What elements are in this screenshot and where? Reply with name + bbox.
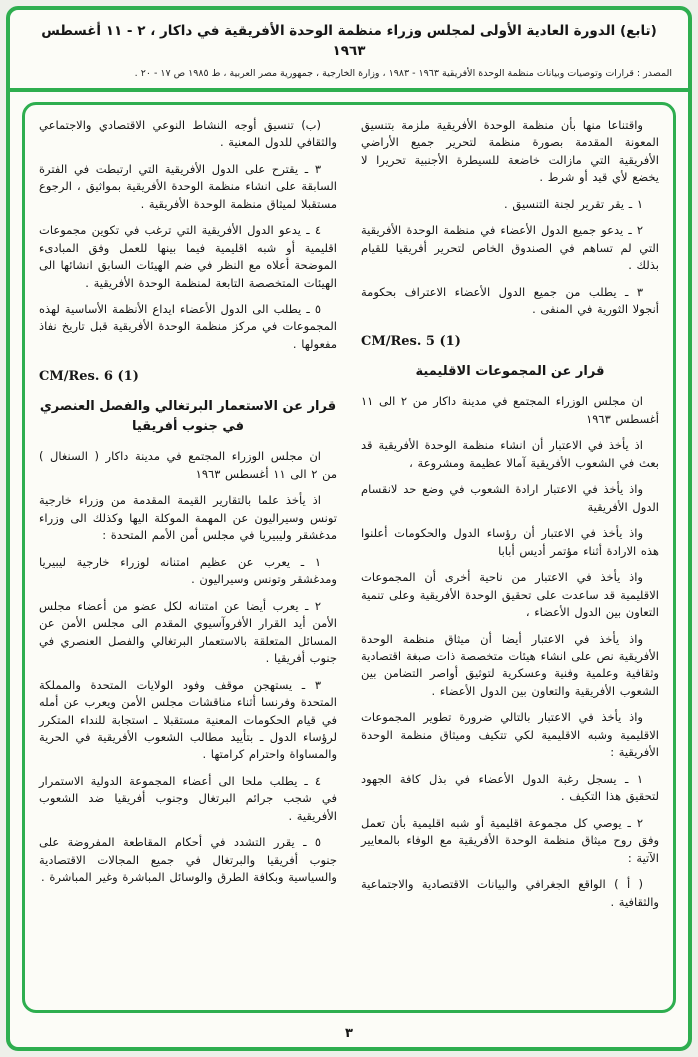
paragraph: واقتناعا منها بأن منظمة الوحدة الأفريقية ملزمة بتنسيق المعونة المقدمة بصورة منظمة لتحرير جميع الأراضي الأفريقية التي مازالت خاضعة للسيطرة الأجنبية تحريرا لا يخضع لأي قيد أو شرط . — [361, 117, 659, 185]
paragraph: واذ يأخذ في الاعتبار ارادة الشعوب في وضع حد لانقسام الدول الأفريقية — [361, 482, 659, 514]
resolution-code: CM/Res. 6 (1) — [39, 369, 139, 385]
lettered-clause: (ب) تنسيق أوجه النشاط النوعي الاقتصادي والاجتماعي والثقافي للدول المعنية . — [39, 117, 337, 150]
numbered-clause: ٢ ـ يوصي كل مجموعة اقليمية أو شبه اقليمية بأن تعمل وفق روح ميثاق منظمة الوحدة الأفريقية مع الوفاء بالمعايير الآتية : — [361, 815, 659, 865]
paragraph: ان مجلس الوزراء المجتمع في مدينة داكار من ٢ الى ١١ أغسطس ١٩٦٣ — [361, 394, 659, 426]
column-left — [39, 117, 337, 998]
paragraph: ان مجلس الوزراء المجتمع في مدينة داكار ( السنغال ) من ٢ الى ١١ أغسطس ١٩٦٣ — [39, 449, 337, 481]
column-right — [361, 117, 659, 998]
document-header — [10, 10, 688, 88]
resolution-code: CM/Res. 5 (1) — [361, 334, 461, 350]
numbered-clause: ٤ ـ يدعو الدول الأفريقية التي ترغب في تكوين مجموعات اقليمية أو شبه اقليمية فيما بينها للعمل وفق المبادىء الموضحة أعلاه مع النظر في ضم الهيئات السابق انشائها الى الهيئات المتخصصة التابعة لمنظمة الوحدة الأفريقية . — [39, 223, 337, 290]
content-border-box — [22, 102, 676, 1013]
lettered-clause: ( أ ) الواقع الجغرافي والبيانات الاقتصادية والاجتماعية والثقافية . — [361, 877, 659, 909]
paragraph: اذ يأخذ في الاعتبار أن انشاء منظمة الوحدة الأفريقية قد بعث في الشعوب الأفريقية آمالا عظيمة ومشروعة ، — [361, 438, 659, 470]
numbered-clause: ٥ ـ يطلب الى الدول الأعضاء ايداع الأنظمة الأساسية لهذه المجموعات في مركز منظمة الوحدة الأفريقية قبل تاريخ نفاذ مفعولها . — [39, 302, 337, 351]
paragraph: واذ يأخذ في الاعتبار أن رؤساء الدول والحكومات أعلنوا هذه الارادة أثناء مؤتمر أديس أبابا — [361, 526, 659, 558]
paragraph: اذ يأخذ علما بالتقارير القيمة المقدمة من وزراء خارجية تونس وسيراليون عن المهمة الموكلة اليها وكذلك الى وزراء مدغشقر وليبيريا في مجلس أمن الأمم المتحدة : — [39, 493, 337, 543]
numbered-clause: ٥ ـ يقرر التشدد في أحكام المقاطعة المفروضة على جنوب أفريقيا والبرتغال في جميع المجالات الاقتصادية والسياسية وبكافة الطرق والوسائل المباشرة وغير المباشرة . — [39, 835, 337, 885]
page-footer — [10, 1019, 688, 1047]
paragraph: واذ يأخذ في الاعتبار أيضا أن ميثاق منظمة الوحدة الأفريقية نص على انشاء هيئات متخصصة ذات صبغة اقتصادية وثقافية وعلمية وفنية وعسكرية لتوثيق أواصر التضامن بين الشعوب الأفريقية والتعاون بين الدول الأعضاء . — [361, 631, 659, 698]
numbered-clause: ٤ ـ يطلب ملحا الى أعضاء المجموعة الدولية الاستمرار في شجب جرائم البرتغال وجنوب أفريقيا ضد الشعوب الأفريقية . — [39, 773, 337, 823]
page-title: (تابع) الدورة العادية الأولى لمجلس وزراء منظمة الوحدة الأفريقية في داكار ، ٢ - ١١ أغسطس ١٩٦٣ — [41, 23, 657, 60]
numbered-clause: ١ ـ يعرب عن عظيم امتنانه لوزراء خارجية ليبيريا ومدغشقر وتونس وسيراليون . — [39, 554, 337, 587]
resolution-title: قرار عن الاستعمار البرتغالي والفصل العنصري في جنوب أفريقيا — [39, 399, 337, 435]
page-number: ٣ — [345, 1025, 353, 1041]
paragraph: واذ يأخذ في الاعتبار بالتالي ضرورة تطوير المجموعات الاقليمية وشبه الاقليمية لكي تتكيف وميثاق منظمة الوحدة الأفريقية : — [361, 710, 659, 760]
source-line: المصدر : قرارات وتوصيات وبيانات منظمة الوحدة الأفريقية ١٩٦٣ - ١٩٨٣ ، وزارة الخارجية ، جمهورية مصر العربية ، ط ١٩٨٥ ص ١٧ - ٢٠ . — [134, 67, 672, 79]
numbered-clause: ٢ ـ يدعو جميع الدول الأعضاء في منظمة الوحدة الأفريقية التي لم تساهم في الصندوق الخاص لتحرير أفريقيا للقيام بذلك . — [361, 223, 659, 273]
numbered-clause: ٣ ـ يقترح على الدول الأفريقية التي ارتبطت في الفترة السابقة على انشاء منظمة الوحدة الأفريقية بمواثيق ، الرجوع مستقبلا لميثاق منظمة الوحدة الأفريقية . — [39, 161, 337, 211]
numbered-clause: ٣ ـ يطلب من جميع الدول الأعضاء الاعتراف بحكومة أنجولا الثورية في المنفى . — [361, 284, 659, 317]
resolution-title: قرار عن المجموعات الاقليمية — [415, 364, 605, 380]
document-page-frame — [6, 6, 692, 1051]
numbered-clause: ٣ ـ يستهجن موقف وفود الولايات المتحدة والمملكة المتحدة وفرنسا أثناء مناقشات مجلس الأمن ويعرب عن أمله في قيام الحكومات المعنية مستقبلا ـ استجابة للنداء المتكرر لرؤساء الدول ـ بتأييد مطالب الشعوب الأفريقية في الحرية والمساواة واحترام كرامتها . — [39, 677, 337, 762]
numbered-clause: ١ ـ يقر تقرير لجنة التنسيق . — [504, 196, 643, 211]
content-area — [10, 92, 688, 1019]
paragraph: واذ يأخذ في الاعتبار من ناحية أخرى أن المجموعات الاقليمية قد ساعدت على تحقيق الوحدة الأفريقية وعلى تنمية التعاون بين الدول الأعضاء ، — [361, 570, 659, 620]
numbered-clause: ٢ ـ يعرب أيضا عن امتنانه لكل عضو من أعضاء مجلس الأمن أيد القرار الأفروآسيوي المقدم الى مجلس الأمن عن المسائل المتعلقة بالاستعمار البرتغالي والفصل العنصري في جنوب أفريقيا . — [39, 598, 337, 666]
numbered-clause: ١ ـ يسجل رغبة الدول الأعضاء في بذل كافة الجهود لتحقيق هذا التكيف . — [361, 771, 659, 804]
